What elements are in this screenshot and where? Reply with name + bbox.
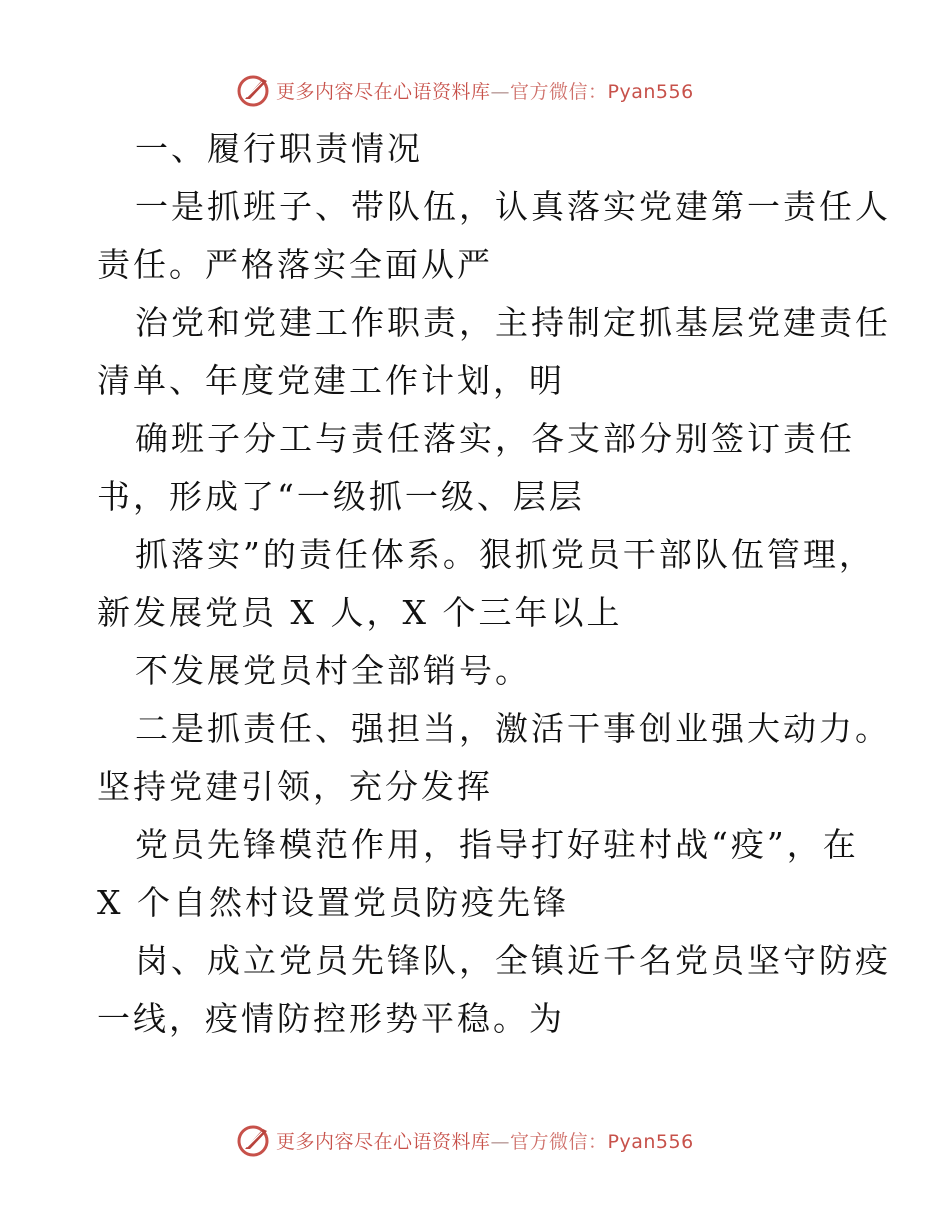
text-line: 一线，疫情防控形势平稳。为 xyxy=(97,999,565,1038)
text-line: 二是抓责任、强担当，激活干事创业强大动力。 xyxy=(135,709,891,748)
footer-watermark xyxy=(236,1120,716,1160)
text-line: 新发展党员 X 人，X 个三年以上 xyxy=(97,593,623,632)
text-line: 岗、成立党员先锋队，全镇近千名党员坚守防疫 xyxy=(135,941,891,980)
section-heading: 一、履行职责情况 xyxy=(135,129,423,168)
text-line: 坚持党建引领，充分发挥 xyxy=(97,767,493,806)
watermark-text xyxy=(276,77,694,104)
watermark-label: 官方微信： xyxy=(510,1130,608,1153)
watermark-separator: — xyxy=(490,1130,511,1153)
text-line: 党员先锋模范作用，指导打好驻村战“疫”，在 xyxy=(135,825,859,864)
text-line: 清单、年度党建工作计划，明 xyxy=(97,361,565,400)
text-line: 一是抓班子、带队伍，认真落实党建第一责任人 xyxy=(135,187,891,226)
quill-logo-icon xyxy=(236,1122,272,1158)
watermark-site: 更多内容尽在心语资料库 xyxy=(276,1130,491,1153)
quill-logo-icon xyxy=(236,72,272,108)
header-watermark xyxy=(236,70,716,110)
text-line: 责任。严格落实全面从严 xyxy=(97,245,493,284)
text-line: 确班子分工与责任落实，各支部分别签订责任 xyxy=(135,419,855,458)
text-line: 治党和党建工作职责，主持制定抓基层党建责任 xyxy=(135,303,891,342)
watermark-site: 更多内容尽在心语资料库 xyxy=(276,80,491,103)
watermark-label: 官方微信： xyxy=(510,80,608,103)
text-line: X 个自然村设置党员防疫先锋 xyxy=(97,883,569,922)
text-line: 不发展党员村全部销号。 xyxy=(135,651,531,690)
watermark-account: Pyan556 xyxy=(607,1130,694,1153)
document-body xyxy=(97,120,891,1048)
watermark-separator: — xyxy=(490,80,511,103)
text-line: 书，形成了“一级抓一级、层层 xyxy=(97,477,585,516)
text-line: 抓落实”的责任体系。狠抓党员干部队伍管理， xyxy=(135,535,875,574)
watermark-account: Pyan556 xyxy=(607,80,694,103)
watermark-text xyxy=(276,1127,694,1154)
